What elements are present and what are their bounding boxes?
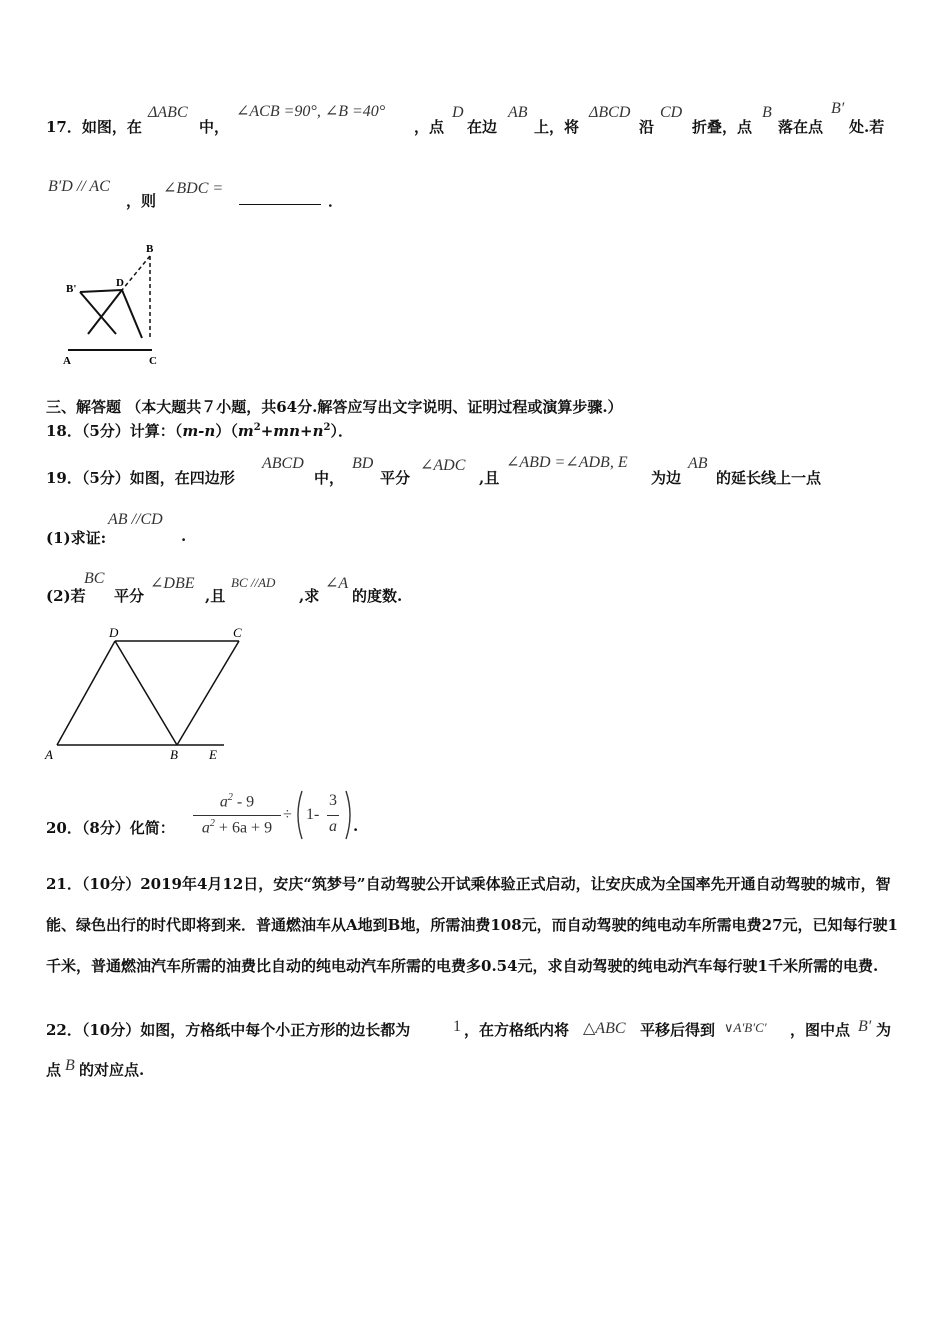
q17-fig-line-bprime-c [80, 292, 116, 334]
q19-angle-condition: ∠ABD =∠ADB, E [506, 454, 628, 471]
q20-end: . [353, 817, 359, 835]
q17-fig-line-bd [122, 256, 150, 290]
q17-text: 上，将 [534, 118, 580, 136]
q17-figure [58, 238, 168, 368]
q22-prefix: 22．（10分）如图，方格纸中每个小正方形的边长都为 [46, 1021, 411, 1039]
q19-part2-angle-a: ∠A [325, 575, 349, 592]
q17-angle-bdc: ∠BDC = [163, 180, 224, 197]
q17-angle-conditions: ∠ACB =90°, ∠B =40° [236, 103, 386, 120]
q22-end: 的对应点. [79, 1061, 145, 1079]
q19-part2-end: 的度数. [352, 587, 403, 605]
q17-number: 17．如图，在 [46, 118, 142, 136]
q18-prefix: 18．（5分）计算：（ [46, 422, 183, 440]
q20-small-numerator: 3 [329, 792, 337, 809]
q20-one-minus: 1- [306, 806, 320, 823]
q22-unit-length: 1 [453, 1018, 461, 1035]
q18-expr-2: +mn+n [260, 422, 324, 440]
q17-fig-label-b: B [146, 243, 154, 255]
q19-part2-bc: BC [84, 570, 105, 587]
q19-text: 的延长线上一点 [716, 469, 822, 487]
q19-text: 为边 [651, 469, 682, 487]
q18-expr-m: m [237, 422, 254, 440]
q22-triangle-abc: △ABC [583, 1020, 626, 1037]
q17-fig-label-a: A [63, 355, 71, 367]
q20-divide-sign: ÷ [283, 806, 292, 823]
q20-num-var: a [219, 793, 228, 811]
q20-small-fraction-bar [327, 815, 339, 816]
q19-part2-angle-dbe: ∠DBE [150, 575, 195, 592]
q17-text: 落在点 [778, 118, 824, 136]
q17-fig-line-d-c [122, 290, 142, 338]
q22-point-b: B [65, 1057, 75, 1074]
q20-den-rest: + 6a + 9 [214, 819, 273, 837]
q19-figure [40, 622, 260, 767]
q20-fraction-denominator [191, 818, 283, 837]
q18 [46, 420, 353, 441]
q22-text: ，图中点 [790, 1021, 851, 1039]
q22-point-bprime: B′ [858, 1018, 872, 1035]
q20-left-paren [298, 791, 302, 839]
q19-fig-line-cb [177, 641, 239, 745]
q19-fig-line-db [115, 641, 177, 745]
q19-number: 19．（5分）如图，在四边形 [46, 469, 235, 487]
q19-fig-label-e: E [209, 747, 217, 762]
q19-part1-label: (1)求证: [46, 529, 107, 547]
q19-part1-expr: AB //CD [108, 511, 163, 528]
q17-point-bprime: B′ [831, 100, 845, 117]
q17-period: ． [328, 192, 344, 210]
q19-part2-label: (2)若 [46, 587, 86, 605]
q20-fraction-bar [193, 815, 281, 816]
q20-num-rest: - 9 [232, 793, 255, 811]
q17-triangle-abc: ΔABC [148, 104, 188, 121]
q20-prefix: 20．（8分）化简： [46, 819, 175, 837]
q17-fig-label-bprime: B' [66, 283, 77, 295]
q17-fig-line-bprime-d [80, 290, 122, 292]
q17-fig-label-d: D [116, 277, 124, 289]
q20-den-var: a [201, 819, 210, 837]
q19-part2-text: 平分 [114, 587, 145, 605]
q17-line-cd: CD [660, 104, 683, 121]
q20-den-exponent: 2 [209, 818, 215, 829]
q19-part1-end: . [181, 527, 187, 545]
q19-fig-label-a: A [45, 747, 53, 762]
q19-quad-abcd: ABCD [262, 455, 304, 472]
q17-answer-blank[interactable] [239, 190, 321, 205]
q17-text: 折叠，点 [692, 118, 753, 136]
q18-suffix: ）． [330, 422, 353, 440]
q17-text: 在边 [467, 118, 498, 136]
q22-triangle-prime: ∨A′B′C′ [724, 1020, 767, 1035]
q20-small-denominator: a [329, 818, 337, 835]
q19-line-bd: BD [352, 455, 374, 472]
q22-text: 为 [876, 1021, 892, 1039]
q20-parentheses [294, 789, 359, 841]
q18-mid: ）（ [215, 422, 238, 440]
section-3-heading: 三、解答题 （本大题共７小题，共64分.解答应写出文字说明、证明过程或演算步骤.） [46, 398, 623, 416]
q19-text: 中， [314, 469, 345, 487]
q17-text: ，则 [126, 192, 157, 210]
q17-text: 处.若 [849, 118, 885, 136]
q19-part2-parallel: BC //AD [231, 575, 276, 590]
q22-text: 平移后得到 [640, 1021, 716, 1039]
q19-fig-label-c: C [233, 625, 242, 640]
q19-fig-label-d: D [109, 625, 119, 640]
q19-fig-label-b: B [170, 747, 178, 762]
q19-part2-text: ,求 [299, 587, 320, 605]
q17-side-ab: AB [508, 104, 528, 121]
q18-expr-1: m-n [182, 422, 216, 440]
q20-right-paren [346, 791, 350, 839]
q17-parallel-condition: B′D // AC [48, 178, 110, 195]
q18-exponent: 2 [323, 422, 331, 433]
q22-text: 点 [46, 1061, 62, 1079]
q19-text: ,且 [479, 469, 500, 487]
q19-side-ab: AB [688, 455, 708, 472]
q17-fig-label-c: C [149, 355, 157, 367]
q19-part2-text: ,且 [205, 587, 226, 605]
q21-text: 21．（10分）2019年4月12日，安庆“筑梦号”自动驾驶公开试乘体验正式启动，让安庆成为全国率先开通自动驾驶的城市，智能、绿色出行的时代即将到来．普通燃油车从A地到B地，所需油费108元，而自动驾驶的纯电动车所需电费27元，已知每行驶1千米，普通燃油汽车所需的油费比自动的纯电动汽车所需的电费多0.54元，求自动驾驶的纯电动汽车每行驶1千米所需的电费. [46, 875, 898, 975]
q19-text: 平分 [380, 469, 411, 487]
q18-exponent: 2 [253, 422, 261, 433]
q17-point-d: D [452, 104, 464, 121]
q22-text: ，在方格纸内将 [464, 1021, 570, 1039]
q17-point-b: B [762, 104, 772, 121]
q17-text: 沿 [639, 118, 655, 136]
q17-text: ，点 [414, 118, 445, 136]
q19-angle-adc: ∠ADC [420, 457, 466, 474]
q17-text: 中， [199, 118, 230, 136]
q17-triangle-bcd: ΔBCD [589, 104, 631, 121]
q20-num-exponent: 2 [227, 792, 233, 803]
q20-fraction-numerator [191, 792, 283, 811]
q19-fig-line-da [57, 641, 115, 745]
q17-fig-line-d-a [88, 290, 122, 334]
